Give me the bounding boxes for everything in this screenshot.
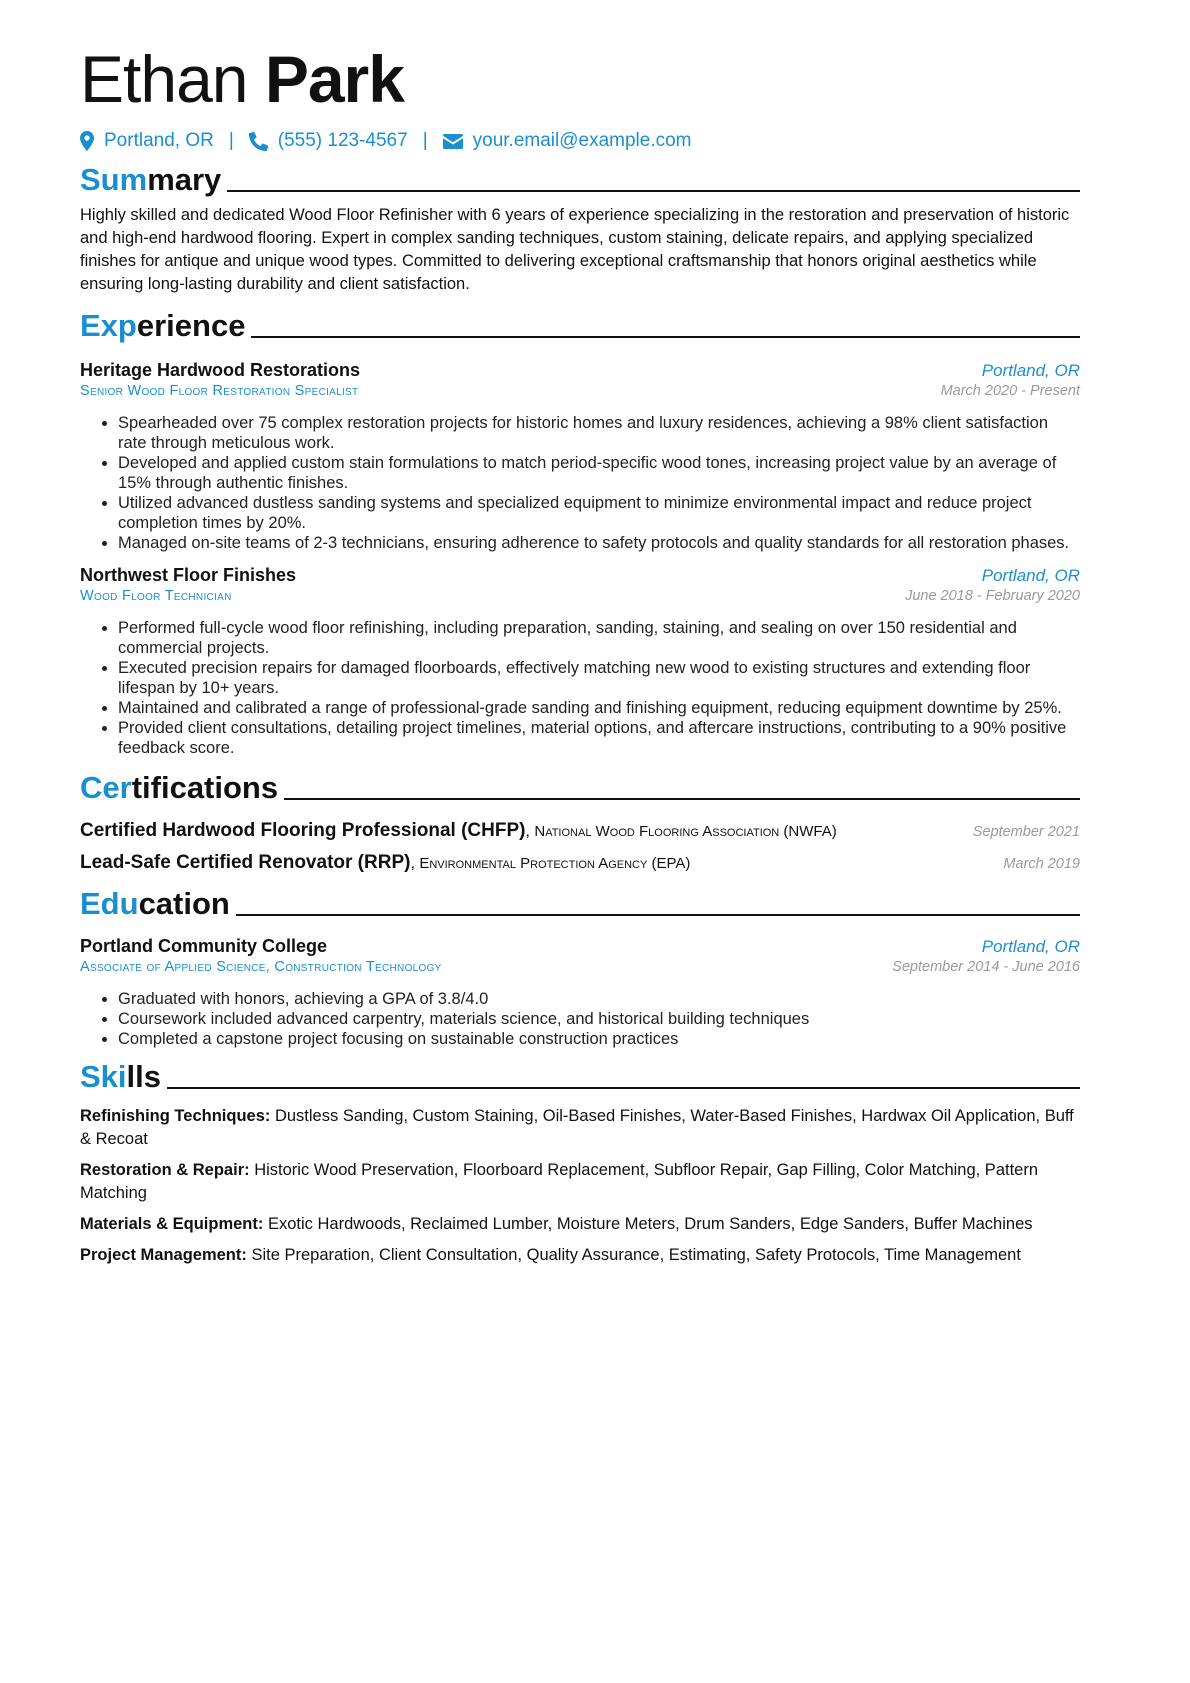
- section-rule: [236, 914, 1080, 916]
- skill-label: Project Management:: [80, 1246, 247, 1264]
- education-heading: [80, 886, 1080, 922]
- contact-phone[interactable]: [249, 130, 408, 152]
- school-location: Portland, OR: [981, 937, 1080, 956]
- list-item: • Performed full-cycle wood floor refinishing, including preparation, sanding, staining, and sealing on over 150 residential and commercial projects.: [118, 618, 1080, 658]
- degree: Associate of Applied Science, Construction Technology: [80, 959, 442, 975]
- envelope-icon: [443, 134, 463, 149]
- job-dates: March 2020 - Present: [940, 383, 1080, 399]
- certification-name: Lead-Safe Certified Renovator (RRP): [80, 852, 411, 873]
- list-item: • Maintained and calibrated a range of professional-grade sanding and finishing equipment, reducing equipment downtime by 25%.: [118, 698, 1080, 718]
- job-dates: June 2018 - February 2020: [905, 588, 1080, 604]
- contact-separator: |: [228, 130, 234, 151]
- certification-name: Certified Hardwood Flooring Professional (CHFP): [80, 820, 526, 841]
- certifications-heading-accent: Cer: [80, 770, 132, 805]
- experience-entry: [80, 360, 1080, 553]
- summary-heading-rest: mary: [147, 162, 222, 197]
- company-name: Heritage Hardwood Restorations: [80, 360, 361, 380]
- certification-date: March 2019: [1003, 856, 1080, 872]
- list-item: • Spearheaded over 75 complex restoration projects for historic homes and luxury residences, achieving a 98% client satisfaction rate through meticulous work.: [118, 413, 1080, 453]
- skill-label: Materials & Equipment:: [80, 1215, 264, 1233]
- phone-icon: [249, 132, 268, 151]
- education-heading-accent: Edu: [80, 886, 139, 921]
- list-item: • Provided client consultations, detailing project timelines, material options, and aftercare instructions, contributing to a 90% positive feedback score.: [118, 718, 1080, 758]
- job-title: Senior Wood Floor Restoration Specialist: [80, 383, 359, 399]
- skill-row: [80, 1213, 1080, 1236]
- education-bullets: [80, 989, 1080, 1049]
- list-item: • Coursework included advanced carpentry, materials science, and historical building techniques: [118, 1009, 1080, 1029]
- school-name: Portland Community College: [80, 936, 328, 956]
- contact-location: [80, 130, 214, 152]
- skill-label: Refinishing Techniques:: [80, 1107, 271, 1125]
- job-location: Portland, OR: [981, 361, 1080, 380]
- contact-line: [80, 130, 1080, 152]
- candidate-name: [80, 44, 1080, 114]
- certification-item: Lead-Safe Certified Renovator (RRP), Environmental Protection Agency (EPA) March 2019: [80, 852, 1080, 873]
- list-item: • Graduated with honors, achieving a GPA of 3.8/4.0: [118, 989, 1080, 1009]
- email-text: your.email@example.com: [472, 130, 692, 151]
- location-text: Portland, OR: [104, 130, 214, 151]
- list-item: • Completed a capstone project focusing on sustainable construction practices: [118, 1029, 1080, 1049]
- certifications-heading: [80, 770, 1080, 806]
- skill-value: Site Preparation, Client Consultation, Quality Assurance, Estimating, Safety Protocols, Time Management: [251, 1246, 1021, 1264]
- job-title: Wood Floor Technician: [80, 588, 232, 604]
- skill-row: [80, 1244, 1080, 1267]
- experience-heading-accent: Exp: [80, 308, 137, 343]
- experience-heading-rest: erience: [136, 308, 246, 343]
- section-rule: [284, 798, 1080, 800]
- summary-text: Highly skilled and dedicated Wood Floor Refinisher with 6 years of experience specializing in the restoration and preservation of historic and high-end hardwood flooring. Expert in complex sanding techniques, custom staining, delicate repairs, and applying specialized finishes for antique and unique wood types. Committed to delivering exceptional craftsmanship that honors original aesthetics while ensuring long-lasting durability and client satisfaction.: [80, 206, 1070, 293]
- company-name: Northwest Floor Finishes: [80, 565, 297, 585]
- skill-row: [80, 1105, 1080, 1151]
- section-rule: [227, 190, 1080, 192]
- first-name: Ethan: [80, 42, 248, 116]
- education-dates: September 2014 - June 2016: [892, 959, 1080, 975]
- map-pin-icon: [80, 131, 94, 151]
- education-entry: [80, 936, 1080, 1049]
- certification-org: Environmental Protection Agency (EPA): [419, 855, 691, 872]
- section-rule: [251, 336, 1080, 338]
- list-item: • Developed and applied custom stain formulations to match period-specific wood tones, increasing project value by an average of 15% through authentic finishes.: [118, 453, 1080, 493]
- contact-separator: |: [422, 130, 428, 151]
- phone-text: (555) 123-4567: [277, 130, 408, 151]
- summary-heading: [80, 162, 1080, 198]
- job-location: Portland, OR: [981, 566, 1080, 585]
- certification-date: September 2021: [972, 824, 1080, 840]
- last-name: Park: [264, 42, 404, 116]
- skills-heading-accent: Ski: [80, 1059, 127, 1094]
- contact-email[interactable]: [443, 130, 692, 152]
- skill-label: Restoration & Repair:: [80, 1161, 250, 1179]
- experience-heading: [80, 308, 1080, 344]
- skill-row: [80, 1159, 1080, 1205]
- certification-item: Certified Hardwood Flooring Professional (CHFP), National Wood Flooring Association (NWFA) September 2021: [80, 820, 1080, 841]
- job-bullets: [80, 618, 1080, 758]
- job-bullets: [80, 413, 1080, 553]
- list-item: • Executed precision repairs for damaged floorboards, effectively matching new wood to existing structures and extending floor lifespan by 10+ years.: [118, 658, 1080, 698]
- skills-heading: [80, 1059, 1080, 1095]
- education-heading-rest: cation: [138, 886, 230, 921]
- experience-entry: [80, 565, 1080, 758]
- list-item: • Managed on-site teams of 2-3 technicians, ensuring adherence to safety protocols and quality standards for all restoration phases.: [118, 533, 1080, 553]
- certification-org: National Wood Flooring Association (NWFA): [534, 823, 837, 840]
- skills-heading-rest: lls: [126, 1059, 161, 1094]
- skill-value: Dustless Sanding, Custom Staining, Oil-Based Finishes, Water-Based Finishes, Hardwax Oil Application, Buff & Recoat: [80, 1107, 1074, 1148]
- skill-value: Exotic Hardwoods, Reclaimed Lumber, Moisture Meters, Drum Sanders, Edge Sanders, Buffer Machines: [267, 1215, 1033, 1233]
- section-rule: [167, 1087, 1080, 1089]
- list-item: • Utilized advanced dustless sanding systems and specialized equipment to minimize environmental impact and reduce project completion times by 20%.: [118, 493, 1080, 533]
- summary-heading-accent: Sum: [80, 162, 148, 197]
- skill-value: Historic Wood Preservation, Floorboard Replacement, Subfloor Repair, Gap Filling, Color Matching, Pattern Matching: [80, 1161, 1039, 1202]
- certifications-heading-rest: tifications: [131, 770, 279, 805]
